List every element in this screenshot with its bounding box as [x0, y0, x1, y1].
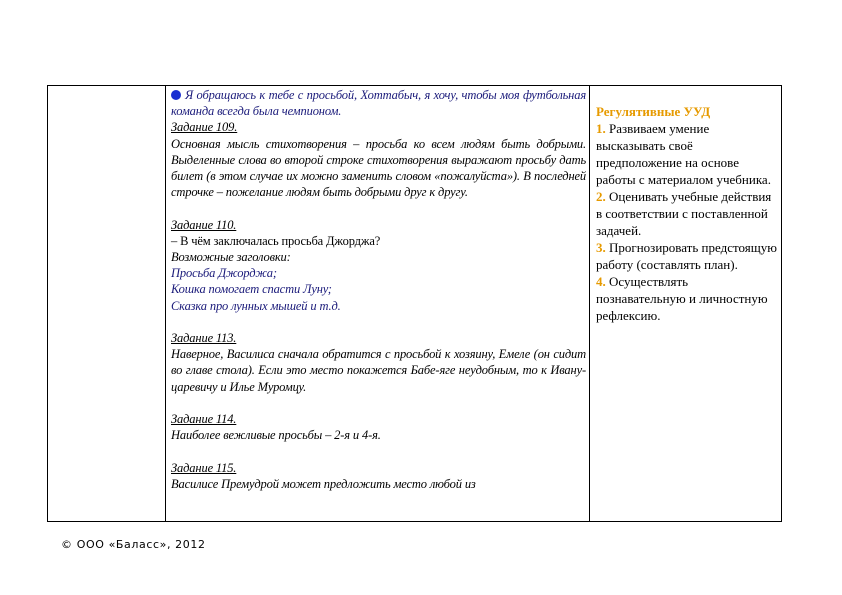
uud-item-number: 2. [596, 189, 606, 204]
title-option: Просьба Джорджа; [171, 266, 277, 281]
uud-item-text: Оценивать учебные действия в соответствии с поставленной задачей. [596, 189, 772, 238]
task-block [171, 119, 586, 200]
task-title: Задание 115. [171, 460, 237, 475]
uud-item-number: 3. [596, 240, 606, 255]
task-title: Задание 109. [171, 120, 238, 135]
uud-item [596, 120, 777, 188]
title-option: Кошка помогает спасти Луну; [171, 282, 332, 297]
table-column-empty [48, 86, 166, 521]
task-text: Василисе Премудрой может предложить место любой из [171, 476, 476, 491]
task-block [171, 411, 586, 443]
intro-paragraph [171, 87, 586, 119]
table-column-uud [590, 86, 781, 521]
task-block [171, 460, 586, 492]
task-text: Наиболее вежливые просьбы – 2-я и 4-я. [171, 428, 381, 443]
task-text: Основная мысль стихотворения – просьба ко всем людям быть добрыми. Выделенные слова во второй строке стихотворения выражают просьбу дать билет (в этом случае их можно заменить словом «пожалуйста»). В последней строчке – пожелание людям быть добрыми друг к другу. [171, 136, 586, 200]
task-text: Возможные заголовки: [171, 250, 291, 265]
intro-text: Я обращаюсь к тебе с просьбой, Хоттабыч, я хочу, чтобы моя футбольная команда всегда была чемпионом. [171, 88, 586, 119]
uud-title: Регулятивные УУД [596, 104, 711, 119]
uud-item-text: Развиваем умение высказывать своё предположение на основе работы с материалом учебника. [596, 121, 771, 187]
uud-item-text: Осуществлять познавательную и личностную рефлексию. [596, 274, 768, 323]
uud-item [596, 239, 777, 273]
uud-item [596, 188, 777, 239]
task-title: Задание 113. [171, 331, 237, 346]
task-title: Задание 114. [171, 412, 237, 427]
lesson-table [47, 85, 782, 522]
uud-item-number: 1. [596, 121, 606, 136]
uud-item-text: Прогнозировать предстоящую работу (составлять план). [596, 240, 777, 272]
uud-item-number: 4. [596, 274, 606, 289]
copyright-footer: © ООО «Баласс», 2012 [61, 538, 206, 551]
task-text: Наверное, Василиса сначала обратится с просьбой к хозяину, Емеле (он сидит во главе стола). Если это место покажется Бабе-яге неудобным, то к Ивану-царевичу и Илье Муромцу. [171, 347, 586, 394]
task-block [171, 217, 586, 314]
table-column-content [166, 86, 590, 521]
task-question: – В чём заключалась просьба Джорджа? [171, 233, 381, 248]
bullet-icon [171, 90, 181, 100]
task-block [171, 330, 586, 395]
title-option: Сказка про лунных мышей и т.д. [171, 298, 341, 313]
uud-item [596, 273, 777, 324]
task-title: Задание 110. [171, 217, 237, 232]
